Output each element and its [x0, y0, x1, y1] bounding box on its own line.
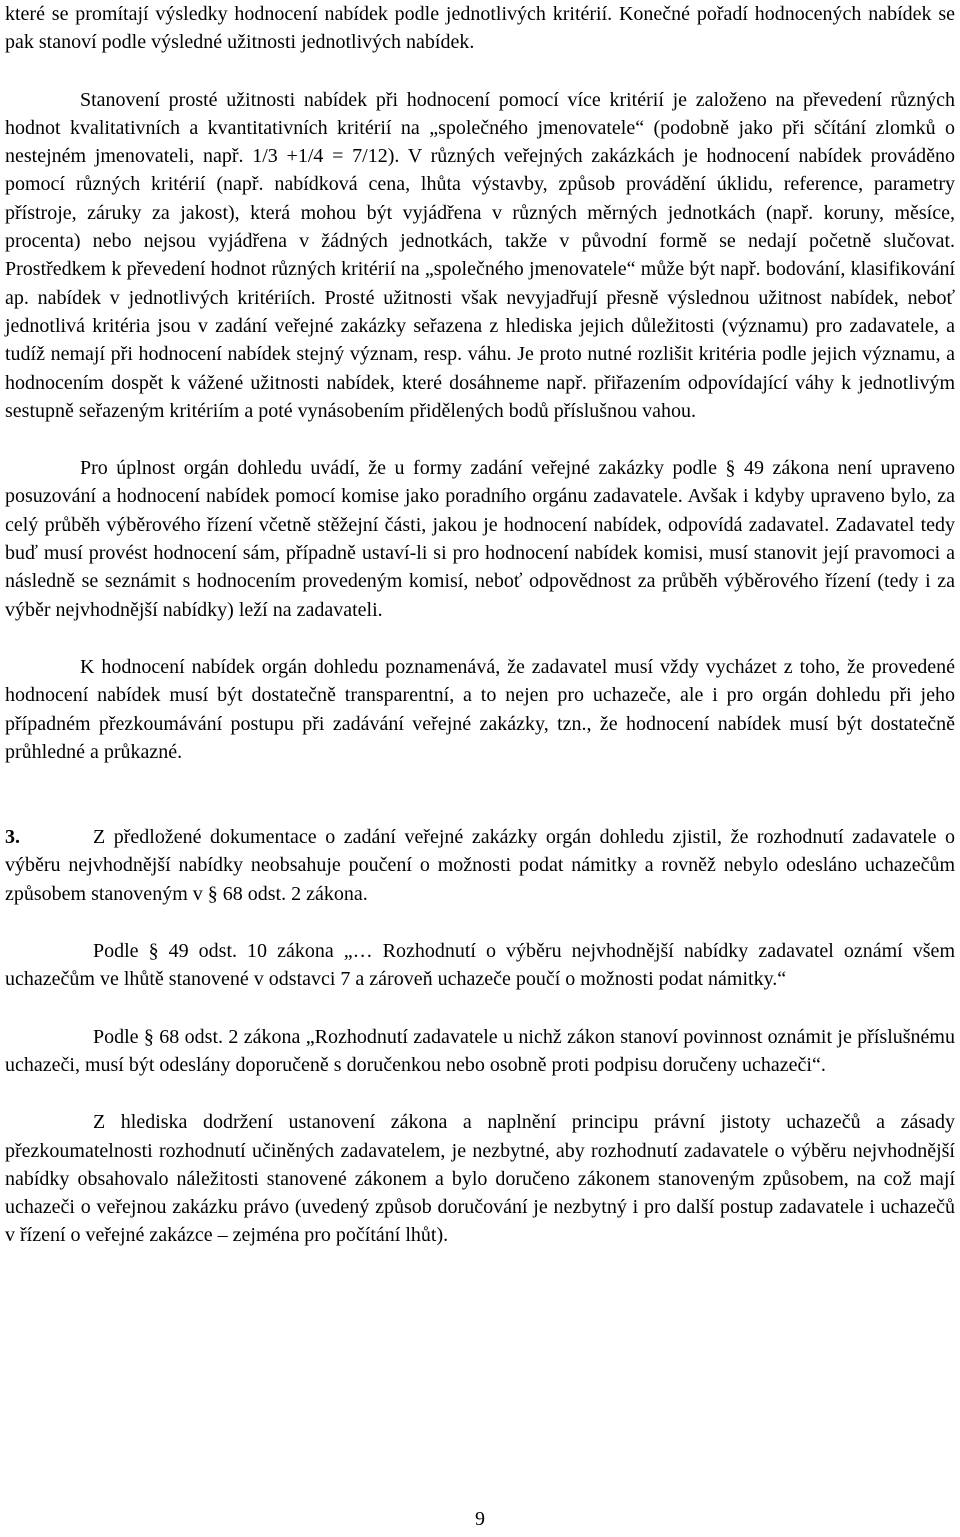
quote-49: Podle § 49 odst. 10 zákona „… Rozhodnutí o výběru nejvhodnější nabídky zadavatel oznámí všem uchazečům ve lhůtě stanovené v odstavci 7 a zároveň uchazeče poučí o možnosti podat námitky.“: [5, 940, 955, 991]
paragraph-utility: Stanovení prosté užitnosti nabídek při hodnocení pomocí více kritérií je založeno na převedení různých hodnot kvalitativních a kvantitativních kritérií na „společného jmenovatele“ (podobně jako při sčítání zlomků o nestejném jmenovateli, např. 1/3 +1/4 = 7/12). V různých veřejných zakázkách je hodnocení nabídek prováděno pomocí různých kritérií (např. nabídková cena, lhůta výstavby, způsob provádění úklidu, reference, parametry přístroje, záruky za jakost), která mohou být vyjádřena v různých měrných jednotkách (např. koruny, měsíce, procenta) nebo nejsou vyjádřena v žádných jednotkách, takže v původní formě se nedají početně slučovat. Prostředkem k převedení hodnot různých kritérií na „společného jmenovatele“ může být např. bodování, klasifikování ap. nabídek v jednotlivých kritériích. Prosté užitnosti však nevyjadřují přesně výslednou užitnost nabídek, neboť jednotlivá kritéria jsou v zadání veřejné zakázky seřazena z hlediska jejich důležitosti (významu) pro zadavatele, a tudíž nemají při hodnocení nabídek stejný význam, resp. váhu. Je proto nutné rozlišit kritéria podle jejich významu, a hodnocením dospět k vážené užitnosti nabídek, které dosáhneme např. přiřazením odpovídající váhy k jednotlivým sestupně seřazeným kritériím a poté vynásobením přidělených bodů příslušnou vahou.: [5, 88, 955, 422]
quote-68: Podle § 68 odst. 2 zákona „Rozhodnutí zadavatele u nichž zákon stanoví povinnost oznámit je příslušnému uchazeči, musí být odeslány doporučeně s doručenkou nebo osobně proti podpisu doručeny uchazeči“.: [5, 1025, 955, 1076]
paragraph-supervision-note: Pro úplnost orgán dohledu uvádí, že u formy zadání veřejné zakázky podle § 49 zákona není upraveno posuzování a hodnocení nabídek pomocí komise jako poradního orgánu zadavatele. Avšak i kdyby upraveno bylo, za celý průběh výběrového řízení včetně stěžejní části, jakou je hodnocení nabídek, odpovídá zadavatel. Zadavatel tedy buď musí provést hodnocení sám, případně ustaví-li si pro hodnocení nabídek komisi, musí stanovit její pravomoci a následně se seznámit s hodnocením provedeným komisí, neboť odpovědnost za průběh výběrového řízení (tedy i za výběr nejvhodnější nabídky) leží na zadavateli.: [5, 457, 955, 621]
page-number: 9: [475, 1508, 485, 1530]
section-body: Z předložené dokumentace o zadání veřejné zakázky orgán dohledu zjistil, že rozhodnutí zadavatele o výběru nejvhodnější nabídky neobsahuje poučení o možnosti podat námitky a rovněž nebylo odesláno uchazečům způsobem stanoveným v § 68 odst. 2 zákona.: [5, 826, 955, 905]
paragraph-legal-certainty: Z hlediska dodržení ustanovení zákona a naplnění principu právní jistoty uchazečů a zásady přezkoumatelnosti rozhodnutí učiněných zadavatelem, je nezbytné, aby rozhodnutí zadavatele o výběru nejvhodnější nabídky obsahovalo náležitosti stanovené zákonem a bylo doručeno zákonem stanoveným způsobem, na což mají uchazeči o veřejnou zakázku právo (uvedený způsob doručování je nezbytný i pro další postup zadavatele i uchazečů v řízení o veřejné zakázce – zejména pro počítání lhůt).: [5, 1111, 955, 1247]
paragraph-continuation: které se promítají výsledky hodnocení nabídek podle jednotlivých kritérií. Konečné pořadí hodnocených nabídek se pak stanoví podle výsledné užitnosti jednotlivých nabídek.: [5, 3, 955, 54]
document-page: [5, 0, 955, 1250]
section-3: [5, 823, 955, 908]
section-number: 3.: [5, 826, 20, 849]
section-3-text: [5, 823, 955, 908]
paragraph-evaluation-note: K hodnocení nabídek orgán dohledu poznamenává, že zadavatel musí vždy vycházet z toho, že provedené hodnocení nabídek musí být dostatečně transparentní, a to nejen pro uchazeče, ale i pro orgán dohledu při jeho případném přezkoumávání postupu při zadávání veřejné zakázky, tzn., že hodnocení nabídek musí být dostatečně průhledné a průkazné.: [5, 655, 955, 763]
